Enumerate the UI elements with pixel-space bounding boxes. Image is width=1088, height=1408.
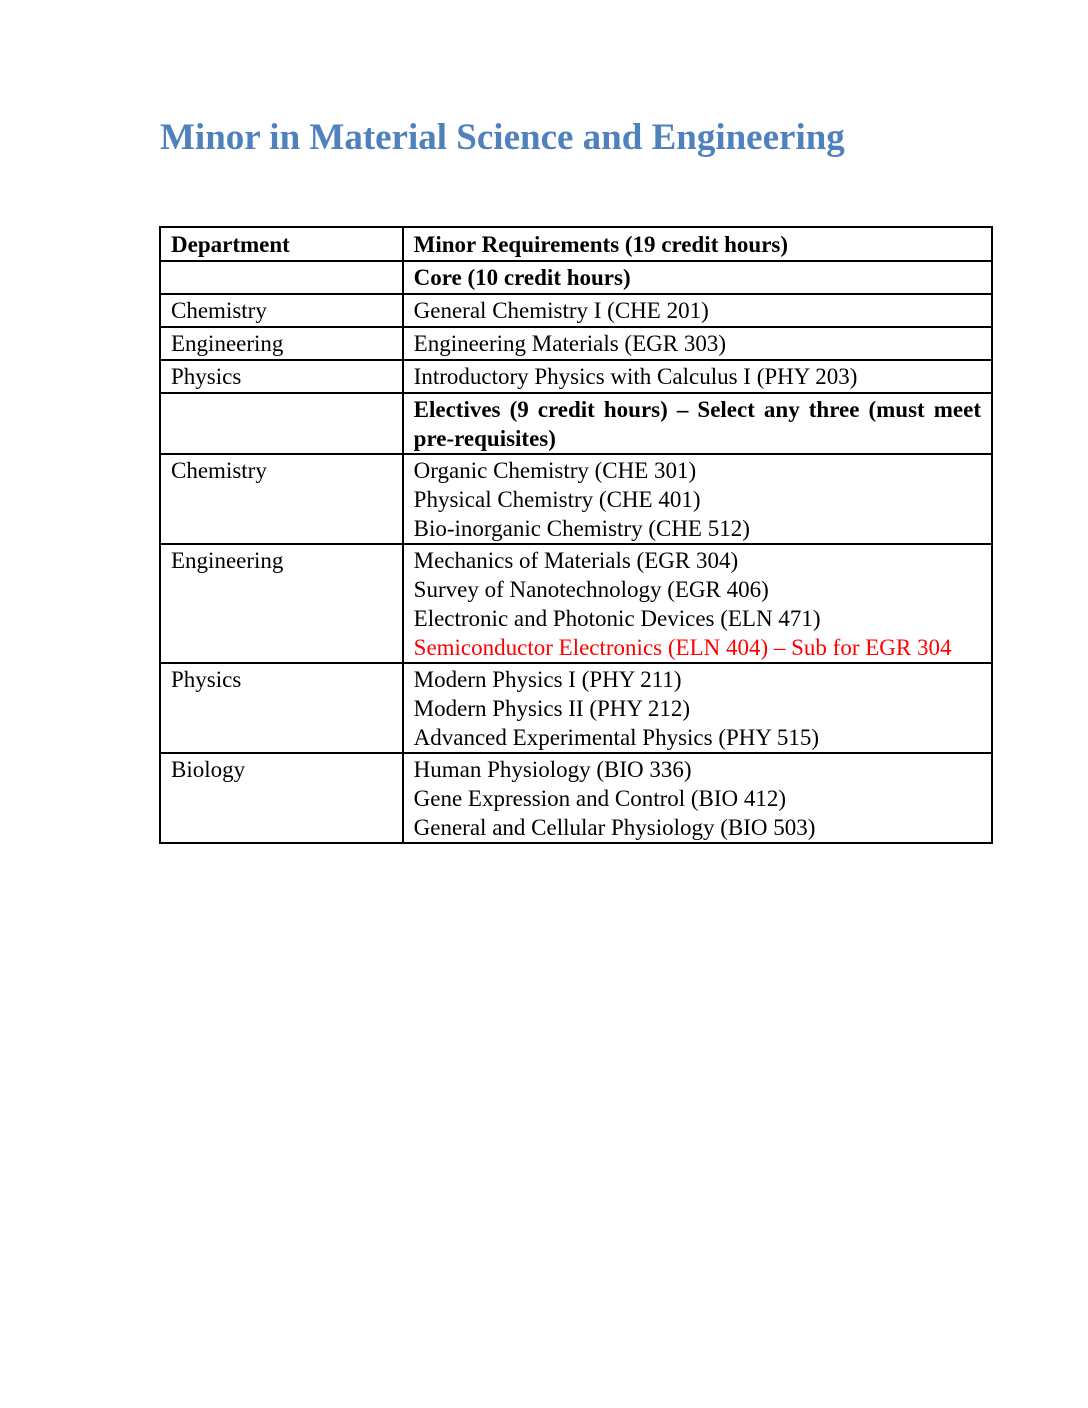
table-row — [160, 327, 992, 360]
course-list-cell — [403, 544, 992, 663]
course-item: Gene Expression and Control (BIO 412) — [413, 786, 787, 811]
core-section-row — [160, 261, 992, 294]
course-cell: Engineering Materials (EGR 303) — [403, 327, 992, 360]
department-cell: Biology — [160, 753, 403, 843]
page-title: Minor in Material Science and Engineering — [160, 117, 845, 158]
course-item: Modern Physics I (PHY 211) — [413, 667, 682, 692]
substitute-course-item: Semiconductor Electronics (ELN 404) – Sub for EGR 304 — [413, 635, 952, 660]
department-cell: Chemistry — [160, 454, 403, 544]
minor-requirements-table — [159, 226, 993, 844]
course-item: Bio-inorganic Chemistry (CHE 512) — [413, 516, 750, 541]
course-item: Modern Physics II (PHY 212) — [413, 696, 691, 721]
course-item: Organic Chemistry (CHE 301) — [413, 458, 697, 483]
department-cell: Engineering — [160, 327, 403, 360]
requirements-column-header: Minor Requirements (19 credit hours) — [403, 227, 992, 261]
core-section-department-cell — [160, 261, 403, 294]
course-item: General and Cellular Physiology (BIO 503) — [413, 815, 816, 840]
course-list-cell — [403, 663, 992, 753]
table-row — [160, 753, 992, 843]
table-row — [160, 454, 992, 544]
core-section-label: Core (10 credit hours) — [403, 261, 992, 294]
table-row — [160, 663, 992, 753]
table-row — [160, 294, 992, 327]
department-cell: Physics — [160, 663, 403, 753]
table-row — [160, 544, 992, 663]
department-cell: Engineering — [160, 544, 403, 663]
course-cell: General Chemistry I (CHE 201) — [403, 294, 992, 327]
course-item: Mechanics of Materials (EGR 304) — [413, 548, 739, 573]
table-row — [160, 360, 992, 393]
department-cell: Physics — [160, 360, 403, 393]
course-list-cell — [403, 454, 992, 544]
course-item: Electronic and Photonic Devices (ELN 471) — [413, 606, 821, 631]
department-column-header: Department — [160, 227, 403, 261]
course-list-cell — [403, 753, 992, 843]
course-item: Physical Chemistry (CHE 401) — [413, 487, 701, 512]
electives-section-label: Electives (9 credit hours) – Select any three (must meet pre-requisites) — [403, 393, 992, 454]
course-item: Human Physiology (BIO 336) — [413, 757, 692, 782]
department-cell: Chemistry — [160, 294, 403, 327]
course-item: Survey of Nanotechnology (EGR 406) — [413, 577, 769, 602]
electives-section-row — [160, 393, 992, 454]
electives-section-department-cell — [160, 393, 403, 454]
table-header-row — [160, 227, 992, 261]
course-item: Advanced Experimental Physics (PHY 515) — [413, 725, 820, 750]
course-cell: Introductory Physics with Calculus I (PHY 203) — [403, 360, 992, 393]
